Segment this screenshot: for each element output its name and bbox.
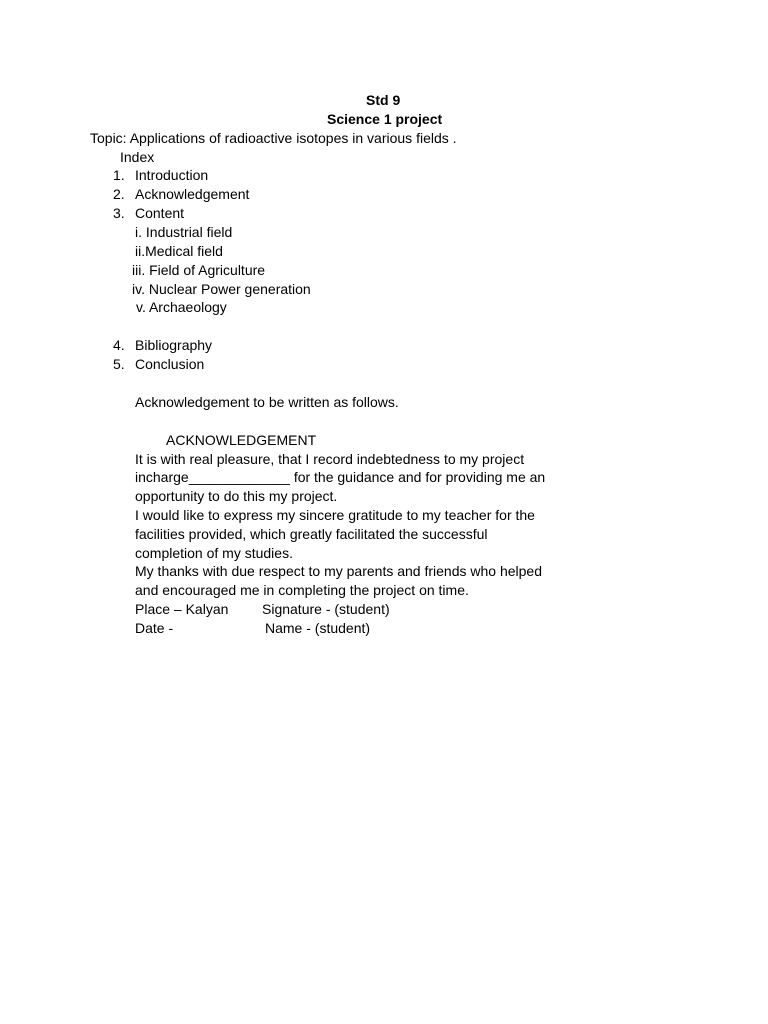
list-item-number: 2. [113, 186, 125, 202]
acknowledgement-line: facilities provided, which greatly facilitated the successful [135, 526, 488, 542]
sublist-item: iii. Field of Agriculture [132, 262, 266, 278]
topic-line: Topic: Applications of radioactive isotopes in various fields . [90, 130, 457, 146]
instruction-note: Acknowledgement to be written as follows. [135, 394, 399, 410]
acknowledgement-line: incharge_____________ for the guidance and for providing me an [135, 469, 546, 485]
name-label: Name - (student) [265, 620, 371, 636]
list-item-label: Content [135, 205, 185, 221]
list-item-label: Introduction [135, 167, 209, 183]
acknowledgement-line: I would like to express my sincere gratitude to my teacher for the [135, 507, 535, 523]
acknowledgement-heading: ACKNOWLEDGEMENT [166, 432, 317, 448]
sublist-item: ii.Medical field [135, 243, 223, 259]
document-title: Science 1 project [327, 111, 443, 127]
acknowledgement-line: My thanks with due respect to my parents and friends who helped [135, 563, 542, 579]
acknowledgement-line: and encouraged me in completing the project on time. [135, 582, 469, 598]
place-label: Place – Kalyan [135, 601, 229, 617]
list-item-label: Conclusion [135, 356, 205, 372]
sublist-item: iv. Nuclear Power generation [132, 281, 311, 297]
list-item-number: 4. [113, 337, 125, 353]
acknowledgement-line: opportunity to do this my project. [135, 488, 338, 504]
list-item-number: 1. [113, 167, 125, 183]
index-heading: Index [120, 149, 155, 165]
acknowledgement-line: It is with real pleasure, that I record indebtedness to my project [135, 451, 525, 467]
sublist-item: i. Industrial field [135, 224, 233, 240]
list-item-number: 3. [113, 205, 125, 221]
sublist-item: v. Archaeology [136, 299, 227, 315]
document-std-heading: Std 9 [366, 92, 401, 108]
list-item-number: 5. [113, 356, 125, 372]
signature-label: Signature - (student) [262, 601, 390, 617]
date-label: Date - [135, 620, 174, 636]
acknowledgement-line: completion of my studies. [135, 545, 293, 561]
list-item-label: Bibliography [135, 337, 213, 353]
list-item-label: Acknowledgement [135, 186, 250, 202]
